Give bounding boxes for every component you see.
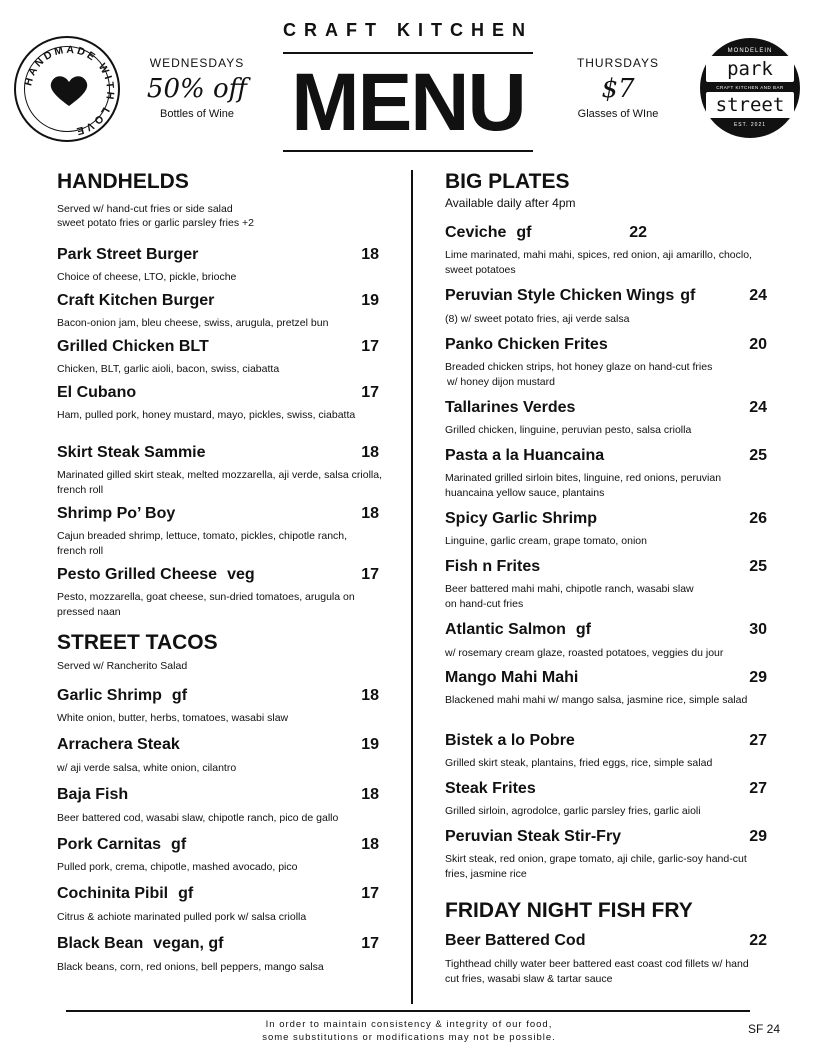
promo-day: WEDNESDAYS	[149, 56, 245, 70]
item-name: Baja Fish	[57, 786, 129, 803]
section-note: Available daily after 4pm	[445, 196, 576, 210]
item-description: (8) w/ sweet potato fries, aji verde salsa	[445, 313, 630, 325]
item-name: El Cubano	[57, 384, 137, 401]
menu-title: MENU	[291, 57, 525, 148]
promo-sub: Bottles of Wine	[160, 108, 234, 120]
item-description: Grilled sirloin, agrodolce, garlic parsley fries, garlic aioli	[445, 805, 701, 817]
column-divider	[411, 170, 413, 1004]
item-price: 25	[749, 447, 767, 464]
section-note: Served w/ Rancherito Salad	[57, 660, 188, 672]
section-note: Served w/ hand-cut fries or side salad	[57, 203, 233, 215]
item-name: Steak Frites	[445, 780, 536, 797]
item-description: Blackened mahi mahi w/ mango salsa, jasmine rice, simple salad	[445, 694, 748, 706]
item-description-cont: w/ honey dijon mustard	[447, 376, 555, 388]
heart-icon	[51, 76, 87, 106]
item-description: Breaded chicken strips, hot honey glaze on hand-cut fries	[445, 361, 713, 373]
item-description: Pulled pork, crema, chipotle, mashed avocado, pico	[57, 861, 298, 873]
item-name: Black Bean vegan, gf	[57, 935, 224, 952]
item-description: Tighthead chilly water beer battered east coast cod fillets w/ hand cut fries, wasabi slaw & tartar sauce	[445, 958, 749, 985]
item-name: Pasta a la Huancaina	[445, 447, 605, 464]
svg-text:HANDMADE WITH LOVE: HANDMADE WITH LOVE	[22, 43, 117, 138]
item-price: 29	[749, 828, 767, 845]
item-description: White onion, butter, herbs, tomatoes, wasabi slaw	[57, 712, 289, 724]
item-price: 27	[749, 780, 767, 797]
item-price: 18	[361, 687, 379, 704]
item-name: Peruvian Style Chicken Wings gf	[445, 287, 696, 304]
item-description: Grilled skirt steak, plantains, fried eggs, rice, simple salad	[445, 757, 713, 769]
brand-name: CRAFT KITCHEN	[283, 20, 533, 40]
item-description: Beer battered mahi mahi, chipotle ranch, wasabi slaw	[445, 583, 694, 595]
item-price: 18	[361, 786, 379, 803]
logo-est: EST. 2021	[733, 122, 767, 128]
item-description: Lime marinated, mahi mahi, spices, red onion, aji amarillo, choclo, sweet potatoes	[445, 249, 752, 276]
header-rule-bottom	[283, 150, 533, 152]
section-title-street-tacos: STREET TACOS	[57, 631, 218, 654]
section-note: sweet potato fries or garlic parsley fries +2	[57, 217, 254, 229]
item-description: Linguine, garlic cream, grape tomato, onion	[445, 535, 647, 547]
item-name: Tallarines Verdes	[445, 399, 576, 416]
section-title-fish-fry: FRIDAY NIGHT FISH FRY	[445, 899, 693, 922]
promo-deal: 50% off	[146, 74, 248, 104]
item-price: 18	[361, 444, 379, 461]
item-price: 17	[361, 566, 379, 583]
section-title-big-plates: BIG PLATES	[445, 170, 570, 193]
item-name: Shrimp Po’ Boy	[57, 505, 176, 522]
item-name: Skirt Steak Sammie	[57, 444, 206, 461]
item-name: Grilled Chicken BLT	[57, 338, 209, 355]
item-price: 27	[749, 732, 767, 749]
item-price: 26	[749, 510, 767, 527]
item-price: 20	[749, 336, 767, 353]
footer-line-2: some substitutions or modifications may not be possible.	[262, 1032, 556, 1043]
item-description: Black beans, corn, red onions, bell peppers, mango salsa	[57, 961, 324, 973]
item-description: Bacon-onion jam, bleu cheese, swiss, arugula, pretzel bun	[57, 317, 329, 329]
item-description: Chicken, BLT, garlic aioli, bacon, swiss, ciabatta	[57, 363, 280, 375]
item-price: 30	[749, 621, 767, 638]
promo-day: THURSDAYS	[576, 56, 660, 70]
item-description: Citrus & achiote marinated pulled pork w/ salsa criolla	[57, 911, 307, 923]
item-description: Ham, pulled pork, honey mustard, mayo, pickles, swiss, ciabatta	[57, 409, 356, 421]
item-price: 19	[361, 736, 379, 753]
item-name: Beer Battered Cod	[445, 932, 586, 949]
item-price: 17	[361, 885, 379, 902]
item-description: w/ aji verde salsa, white onion, cilantro	[57, 762, 237, 774]
handmade-badge	[14, 36, 120, 142]
logo-street: street	[706, 92, 794, 118]
item-description: Grilled chicken, linguine, peruvian pesto, salsa criolla	[445, 424, 692, 436]
item-price: 17	[361, 384, 379, 401]
item-price: 17	[361, 338, 379, 355]
promo-deal: $7	[601, 74, 635, 104]
item-description-cont: on hand-cut fries	[445, 598, 524, 610]
park-street-logo	[700, 38, 800, 138]
footer-rule	[66, 1010, 750, 1012]
menu-code: SF 24	[748, 1022, 781, 1036]
item-price: 22	[629, 224, 647, 241]
logo-top-text: MONDELEIN	[727, 48, 773, 54]
item-name: Panko Chicken Frites	[445, 336, 608, 353]
item-price: 29	[749, 669, 767, 686]
thursday-promo	[553, 56, 683, 120]
item-price: 18	[361, 246, 379, 263]
header-rule-top	[283, 52, 533, 54]
promo-sub: Glasses of WIne	[577, 108, 659, 120]
item-name: Peruvian Steak Stir-Fry	[445, 828, 622, 845]
item-name: Arrachera Steak	[57, 736, 180, 753]
item-price: 18	[361, 505, 379, 522]
badge-text-ring	[16, 38, 122, 144]
item-name: Cochinita Pibil gf	[57, 885, 194, 902]
logo-mid-text: CRAFT KITCHEN AND BAR	[716, 85, 784, 90]
item-description: Skirt steak, red onion, grape tomato, aji chile, garlic-soy hand-cut fries, jasmine rice	[445, 853, 747, 880]
item-name: Spicy Garlic Shrimp	[445, 510, 598, 527]
item-description: Choice of cheese, LTO, pickle, brioche	[57, 271, 237, 283]
item-price: 22	[749, 932, 767, 949]
item-name: Bistek a lo Pobre	[445, 732, 575, 749]
item-name: Pesto Grilled Cheese veg	[57, 566, 255, 583]
item-name: Fish n Frites	[445, 558, 541, 575]
item-price: 17	[361, 935, 379, 952]
item-description: Beer battered cod, wasabi slaw, chipotle ranch, pico de gallo	[57, 812, 339, 824]
item-description: Marinated gilled skirt steak, melted mozzarella, aji verde, salsa criolla, french roll	[57, 469, 382, 496]
item-description: Marinated grilled sirloin bites, linguine, red onions, peruvian huancaina yellow sauce, plantains	[445, 472, 722, 499]
logo-park: park	[706, 56, 794, 82]
item-price: 25	[749, 558, 767, 575]
item-price: 19	[361, 292, 379, 309]
footer-line-1: In order to maintain consistency & integrity of our food,	[265, 1019, 553, 1030]
item-name: Park Street Burger	[57, 246, 199, 263]
item-description: Pesto, mozzarella, goat cheese, sun-dried tomatoes, arugula on pressed naan	[57, 591, 355, 618]
wednesday-promo	[132, 56, 262, 120]
item-price: 18	[361, 836, 379, 853]
item-price: 24	[749, 287, 767, 304]
footer-disclaimer	[200, 1018, 618, 1044]
item-name: Mango Mahi Mahi	[445, 669, 579, 686]
item-description: Cajun breaded shrimp, lettuce, tomato, pickles, chipotle ranch, french roll	[57, 530, 348, 557]
section-title-handhelds: HANDHELDS	[57, 170, 189, 193]
item-name: Pork Carnitas gf	[57, 836, 187, 853]
item-description: w/ rosemary cream glaze, roasted potatoes, veggies du jour	[445, 647, 724, 659]
item-name: Ceviche gf	[445, 224, 532, 241]
item-name: Garlic Shrimp gf	[57, 687, 188, 704]
item-price: 24	[749, 399, 767, 416]
item-name: Atlantic Salmon gf	[445, 621, 592, 638]
item-name: Craft Kitchen Burger	[57, 292, 215, 309]
